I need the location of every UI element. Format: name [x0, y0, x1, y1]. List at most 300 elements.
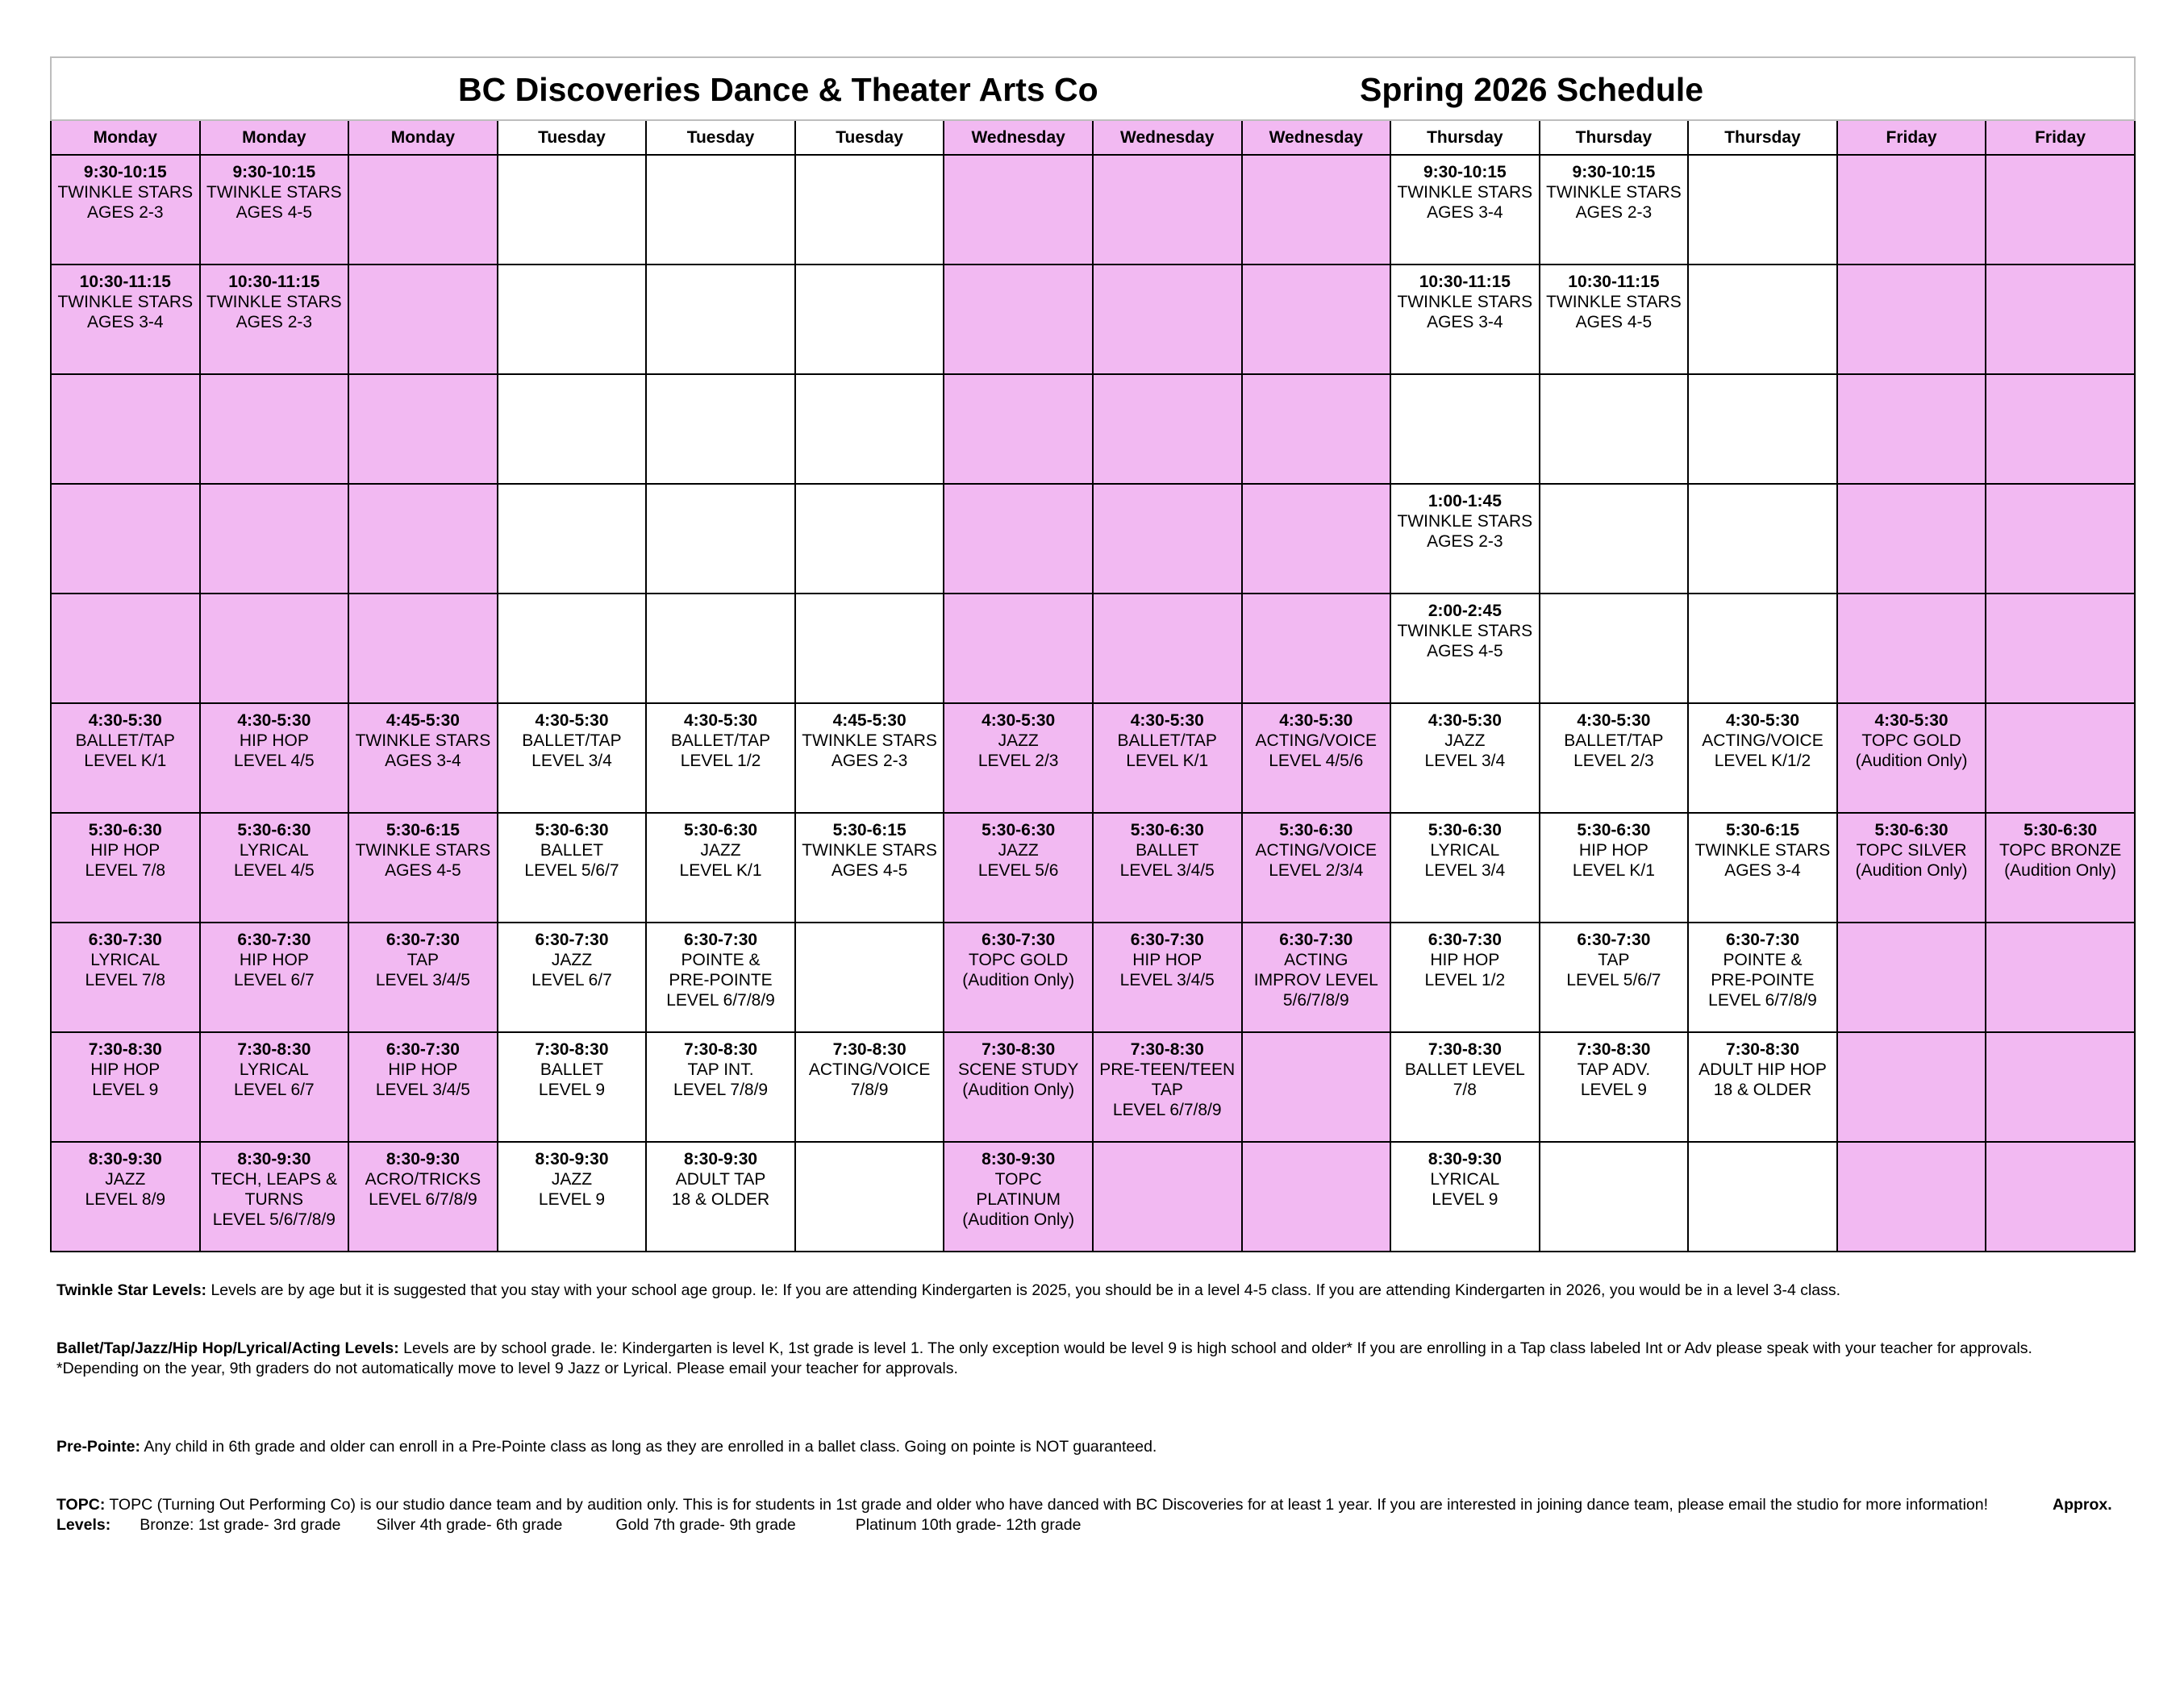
day-header: Friday: [1986, 120, 2135, 155]
day-header: Monday: [200, 120, 349, 155]
class-time: 8:30-9:30: [386, 1150, 460, 1168]
class-cell: [1390, 923, 1540, 1032]
note-levels: [56, 1339, 2129, 1379]
class-cell: [1688, 813, 1837, 923]
class-info: LEVEL 3/4/5: [375, 971, 470, 989]
class-cell: [1540, 813, 1689, 923]
empty-cell: [1093, 1142, 1242, 1252]
class-info: TWINKLE STARS: [355, 841, 491, 860]
class-info: LEVEL 1/2: [680, 752, 761, 770]
class-info: LEVEL 6/7: [234, 971, 315, 989]
time-slot-row: [51, 813, 2135, 923]
class-info: AGES 3-4: [1724, 861, 1801, 880]
class-info: LEVEL 7/8/9: [673, 1081, 769, 1099]
class-info: HIP HOP: [90, 1060, 160, 1079]
time-slot-row: [51, 1032, 2135, 1142]
class-info: (Audition Only): [1855, 861, 1968, 880]
class-info: AGES 4-5: [831, 861, 908, 880]
class-cell: [1242, 813, 1391, 923]
class-time: 5:30-6:15: [1725, 821, 1799, 839]
class-time: 6:30-7:30: [386, 1040, 460, 1059]
class-time: 4:30-5:30: [1428, 711, 1502, 730]
class-time: 8:30-9:30: [1428, 1150, 1502, 1168]
class-time: 4:30-5:30: [237, 711, 311, 730]
schedule-sheet: [50, 56, 2134, 1252]
class-info: AGES 3-4: [87, 313, 164, 331]
class-info: LEVEL 4/5: [234, 861, 315, 880]
class-cell: [646, 703, 795, 813]
class-info: LEVEL 3/4/5: [375, 1081, 470, 1099]
class-info: BALLET/TAP: [1117, 731, 1217, 750]
class-info: LYRICAL: [1430, 841, 1500, 860]
time-slot-row: [51, 374, 2135, 484]
class-info: LEVEL 3/4: [1424, 752, 1506, 770]
class-info: 18 & OLDER: [671, 1190, 770, 1209]
class-info: LEVEL 6/7: [531, 971, 612, 989]
class-cell: [498, 1142, 647, 1252]
class-info: LEVEL 5/6/7: [1566, 971, 1661, 989]
empty-cell: [795, 374, 944, 484]
time-slot-row: [51, 265, 2135, 374]
empty-cell: [1540, 594, 1689, 703]
class-info: LEVEL 9: [92, 1081, 159, 1099]
empty-cell: [200, 374, 349, 484]
class-cell: [1390, 265, 1540, 374]
empty-cell: [944, 374, 1093, 484]
day-header: Monday: [51, 120, 200, 155]
empty-cell: [348, 265, 498, 374]
class-info: HIP HOP: [239, 951, 309, 969]
class-cell: [1688, 1032, 1837, 1142]
class-time: 5:30-6:30: [237, 821, 311, 839]
class-time: 9:30-10:15: [83, 163, 167, 181]
day-header-row: [51, 120, 2135, 155]
class-info: AGES 2-3: [87, 203, 164, 222]
empty-cell: [646, 155, 795, 265]
class-time: 5:30-6:30: [684, 821, 758, 839]
class-info: AGES 3-4: [1427, 313, 1503, 331]
class-time: 4:30-5:30: [1130, 711, 1204, 730]
empty-cell: [1242, 1032, 1391, 1142]
class-time: 6:30-7:30: [1577, 931, 1651, 949]
class-info: LEVEL 3/4/5: [1119, 861, 1215, 880]
empty-cell: [1986, 155, 2135, 265]
class-cell: [1390, 155, 1540, 265]
class-info: SCENE STUDY: [957, 1060, 1079, 1079]
class-info: AGES 4-5: [385, 861, 461, 880]
day-header: Wednesday: [944, 120, 1093, 155]
class-info: BALLET: [540, 1060, 604, 1079]
empty-cell: [200, 484, 349, 594]
class-info: LEVEL 4/5/6: [1269, 752, 1364, 770]
class-cell: [1390, 1032, 1540, 1142]
empty-cell: [1837, 265, 1986, 374]
class-cell: [51, 1032, 200, 1142]
empty-cell: [795, 265, 944, 374]
class-info: 18 & OLDER: [1713, 1081, 1812, 1099]
class-info: LEVEL 3/4: [531, 752, 612, 770]
class-info: LYRICAL: [90, 951, 160, 969]
class-time: 7:30-8:30: [832, 1040, 907, 1059]
class-info: TOPC GOLD: [1861, 731, 1961, 750]
class-info: LEVEL 2/3: [1573, 752, 1654, 770]
class-time: 1:00-1:45: [1428, 492, 1502, 510]
class-info: TAP: [1598, 951, 1630, 969]
class-info: JAZZ: [105, 1170, 146, 1189]
class-cell: [498, 813, 647, 923]
class-time: 5:30-6:30: [1874, 821, 1949, 839]
class-info: ACTING/VOICE: [1255, 731, 1378, 750]
class-cell: [498, 1032, 647, 1142]
class-time: 5:30-6:15: [386, 821, 460, 839]
class-info: HIP HOP: [1132, 951, 1202, 969]
class-cell: [944, 813, 1093, 923]
empty-cell: [1242, 155, 1391, 265]
class-info: AGES 2-3: [1427, 532, 1503, 551]
season-title: Spring 2026 Schedule: [1360, 71, 1704, 108]
class-cell: [1540, 703, 1689, 813]
class-time: 8:30-9:30: [684, 1150, 758, 1168]
day-header: Thursday: [1390, 120, 1540, 155]
class-time: 10:30-11:15: [1568, 273, 1660, 291]
class-info: LEVEL 5/6: [977, 861, 1059, 880]
class-info: AGES 4-5: [1575, 313, 1653, 331]
class-cell: [348, 813, 498, 923]
empty-cell: [944, 265, 1093, 374]
class-time: 5:30-6:30: [1279, 821, 1353, 839]
empty-cell: [1093, 484, 1242, 594]
class-info: AGES 4-5: [1427, 642, 1503, 660]
empty-cell: [1093, 155, 1242, 265]
class-info: AGES 3-4: [1427, 203, 1503, 222]
class-info: BALLET/TAP: [670, 731, 771, 750]
empty-cell: [646, 484, 795, 594]
class-time: 6:30-7:30: [386, 931, 460, 949]
class-info: (Audition Only): [962, 1210, 1075, 1229]
class-info: AGES 2-3: [1575, 203, 1653, 222]
class-info: LEVEL K/1: [1572, 861, 1655, 880]
class-info: TWINKLE STARS: [57, 183, 194, 202]
class-time: 4:30-5:30: [982, 711, 1056, 730]
class-info: HIP HOP: [1430, 951, 1500, 969]
day-header: Wednesday: [1093, 120, 1242, 155]
empty-cell: [1986, 923, 2135, 1032]
empty-cell: [1688, 155, 1837, 265]
empty-cell: [1242, 374, 1391, 484]
class-time: 5:30-6:30: [2024, 821, 2098, 839]
class-info: ACRO/TRICKS: [365, 1170, 481, 1189]
class-time: 2:00-2:45: [1428, 602, 1502, 620]
class-info: JAZZ: [998, 841, 1039, 860]
empty-cell: [646, 594, 795, 703]
class-time: 7:30-8:30: [88, 1040, 162, 1059]
class-info: (Audition Only): [962, 1081, 1075, 1099]
class-info: LEVEL 9: [538, 1081, 606, 1099]
class-time: 6:30-7:30: [982, 931, 1056, 949]
class-info: PLATINUM: [976, 1190, 1061, 1209]
empty-cell: [1986, 484, 2135, 594]
empty-cell: [795, 594, 944, 703]
class-time: 7:30-8:30: [535, 1040, 609, 1059]
empty-cell: [1986, 374, 2135, 484]
class-cell: [1242, 703, 1391, 813]
class-info: ADULT HIP HOP: [1698, 1060, 1827, 1079]
empty-cell: [1242, 265, 1391, 374]
class-cell: [200, 703, 349, 813]
class-info: LEVEL 3/4/5: [1119, 971, 1215, 989]
class-info: BALLET/TAP: [75, 731, 175, 750]
empty-cell: [498, 594, 647, 703]
empty-cell: [1093, 374, 1242, 484]
class-cell: [1390, 703, 1540, 813]
empty-cell: [795, 484, 944, 594]
note-twinkle-label: Twinkle Star Levels:: [56, 1281, 207, 1299]
class-info: HIP HOP: [1578, 841, 1648, 860]
class-info: TOPC: [994, 1170, 1042, 1189]
class-cell: [1688, 703, 1837, 813]
studio-title: BC Discoveries Dance & Theater Arts Co: [458, 71, 1098, 108]
class-time: 5:30-6:30: [535, 821, 609, 839]
class-cell: [1688, 923, 1837, 1032]
class-info: HIP HOP: [239, 731, 309, 750]
class-info: LEVEL 2/3/4: [1269, 861, 1364, 880]
empty-cell: [1688, 265, 1837, 374]
class-cell: [795, 703, 944, 813]
class-cell: [348, 923, 498, 1032]
class-info: BALLET: [1136, 841, 1199, 860]
class-time: 4:30-5:30: [1279, 711, 1353, 730]
empty-cell: [1837, 155, 1986, 265]
class-info: IMPROV LEVEL: [1253, 971, 1378, 989]
day-header: Monday: [348, 120, 498, 155]
empty-cell: [1986, 1032, 2135, 1142]
class-time: 4:30-5:30: [684, 711, 758, 730]
class-cell: [646, 813, 795, 923]
class-info: POINTE &: [681, 951, 761, 969]
time-slot-row: [51, 703, 2135, 813]
day-header: Friday: [1837, 120, 1986, 155]
day-header: Thursday: [1540, 120, 1689, 155]
class-info: LEVEL 8/9: [85, 1190, 166, 1209]
day-header: Tuesday: [498, 120, 647, 155]
class-cell: [498, 923, 647, 1032]
class-info: (Audition Only): [1855, 752, 1968, 770]
class-info: PRE-POINTE: [669, 971, 773, 989]
empty-cell: [795, 1142, 944, 1252]
class-info: TOPC BRONZE: [1999, 841, 2122, 860]
class-info: TWINKLE STARS: [206, 293, 342, 311]
class-time: 8:30-9:30: [982, 1150, 1056, 1168]
empty-cell: [1688, 1142, 1837, 1252]
class-cell: [51, 703, 200, 813]
class-info: LYRICAL: [1430, 1170, 1500, 1189]
note-prepointe-text: Any child in 6th grade and older can enroll in a Pre-Pointe class as long as they are enrolled in a ballet class. Going on pointe is NOT guaranteed.: [140, 1438, 1157, 1456]
class-info: ACTING/VOICE: [1702, 731, 1823, 750]
empty-cell: [795, 923, 944, 1032]
class-info: 7/8/9: [850, 1081, 889, 1099]
class-cell: [1837, 703, 1986, 813]
empty-cell: [646, 265, 795, 374]
class-cell: [348, 1032, 498, 1142]
class-info: PRE-TEEN/TEEN: [1099, 1060, 1236, 1079]
class-cell: [646, 1032, 795, 1142]
class-cell: [51, 923, 200, 1032]
note-levels-footnote: *Depending on the year, 9th graders do not automatically move to level 9 Jazz or Lyrical. Please email your teacher for approvals.: [56, 1360, 958, 1377]
class-info: LEVEL 6/7/8/9: [1112, 1101, 1222, 1119]
class-time: 9:30-10:15: [232, 163, 316, 181]
empty-cell: [1986, 1142, 2135, 1252]
title-row: [51, 57, 2135, 120]
class-time: 4:45-5:30: [386, 711, 460, 730]
class-cell: [348, 1142, 498, 1252]
empty-cell: [498, 265, 647, 374]
class-time: 10:30-11:15: [1419, 273, 1511, 291]
class-info: ACTING/VOICE: [1255, 841, 1378, 860]
class-info: LEVEL 5/6/7/8/9: [212, 1210, 336, 1229]
empty-cell: [944, 594, 1093, 703]
note-twinkle: [56, 1281, 2129, 1301]
class-cell: [51, 265, 200, 374]
class-info: TAP: [1151, 1081, 1183, 1099]
class-cell: [200, 923, 349, 1032]
class-cell: [1390, 813, 1540, 923]
empty-cell: [646, 374, 795, 484]
class-info: TWINKLE STARS: [57, 293, 194, 311]
note-topc-label: TOPC:: [56, 1496, 106, 1514]
class-info: TECH, LEAPS &: [210, 1170, 338, 1189]
class-cell: [348, 703, 498, 813]
empty-cell: [1093, 265, 1242, 374]
note-topc-gold: Gold 7th grade- 9th grade: [615, 1516, 796, 1534]
class-cell: [944, 1142, 1093, 1252]
class-time: 10:30-11:15: [79, 273, 171, 291]
class-info: LYRICAL: [239, 841, 309, 860]
class-time: 8:30-9:30: [535, 1150, 609, 1168]
time-slot-row: [51, 594, 2135, 703]
class-info: TAP INT.: [687, 1060, 754, 1079]
class-time: 5:30-6:30: [1130, 821, 1204, 839]
class-info: HIP HOP: [388, 1060, 458, 1079]
class-cell: [200, 813, 349, 923]
empty-cell: [348, 374, 498, 484]
class-info: BALLET LEVEL: [1404, 1060, 1525, 1079]
class-info: TURNS: [244, 1190, 304, 1209]
time-slot-row: [51, 923, 2135, 1032]
class-info: LEVEL 6/7: [234, 1081, 315, 1099]
empty-cell: [498, 155, 647, 265]
class-cell: [1093, 703, 1242, 813]
class-info: BALLET/TAP: [1564, 731, 1664, 750]
class-info: TWINKLE STARS: [1546, 183, 1682, 202]
empty-cell: [1242, 484, 1391, 594]
class-info: HIP HOP: [90, 841, 160, 860]
class-info: LEVEL 9: [1432, 1190, 1498, 1209]
class-time: 4:30-5:30: [88, 711, 162, 730]
class-cell: [1093, 923, 1242, 1032]
empty-cell: [1837, 484, 1986, 594]
class-cell: [1540, 1032, 1689, 1142]
empty-cell: [1837, 594, 1986, 703]
empty-cell: [348, 594, 498, 703]
class-info: LEVEL 4/5: [234, 752, 315, 770]
class-cell: [944, 923, 1093, 1032]
class-time: 5:30-6:15: [832, 821, 907, 839]
class-info: LEVEL K/1/2: [1714, 752, 1811, 770]
empty-cell: [1986, 703, 2135, 813]
class-cell: [1540, 923, 1689, 1032]
class-cell: [944, 1032, 1093, 1142]
time-slot-row: [51, 1142, 2135, 1252]
empty-cell: [1837, 1142, 1986, 1252]
empty-cell: [1688, 594, 1837, 703]
class-info: ACTING: [1284, 951, 1348, 969]
class-time: 5:30-6:30: [982, 821, 1056, 839]
empty-cell: [348, 155, 498, 265]
empty-cell: [1540, 374, 1689, 484]
class-info: TAP: [406, 951, 440, 969]
empty-cell: [1540, 484, 1689, 594]
class-cell: [200, 1032, 349, 1142]
empty-cell: [51, 484, 200, 594]
class-info: 5/6/7/8/9: [1282, 991, 1349, 1010]
title-cell: [51, 57, 2135, 120]
class-time: 6:30-7:30: [684, 931, 758, 949]
class-time: 7:30-8:30: [1428, 1040, 1502, 1059]
class-time: 6:30-7:30: [237, 931, 311, 949]
class-cell: [1540, 265, 1689, 374]
note-topc-silver: Silver 4th grade- 6th grade: [376, 1516, 563, 1534]
class-info: AGES 3-4: [385, 752, 461, 770]
empty-cell: [1688, 374, 1837, 484]
class-info: JAZZ: [1444, 731, 1486, 750]
class-info: BALLET: [540, 841, 604, 860]
empty-cell: [1242, 1142, 1391, 1252]
class-cell: [200, 1142, 349, 1252]
empty-cell: [348, 484, 498, 594]
class-time: 4:30-5:30: [1874, 711, 1949, 730]
class-time: 6:30-7:30: [1428, 931, 1502, 949]
empty-cell: [1837, 923, 1986, 1032]
empty-cell: [1837, 374, 1986, 484]
class-info: TWINKLE STARS: [1397, 622, 1533, 640]
empty-cell: [1242, 594, 1391, 703]
class-info: LEVEL 6/7/8/9: [1708, 991, 1817, 1010]
class-cell: [795, 1032, 944, 1142]
class-time: 8:30-9:30: [237, 1150, 311, 1168]
class-info: LEVEL 6/7/8/9: [666, 991, 775, 1010]
class-time: 6:30-7:30: [1130, 931, 1204, 949]
empty-cell: [51, 594, 200, 703]
class-info: AGES 2-3: [831, 752, 908, 770]
note-levels-text: Levels are by school grade. Ie: Kindergarten is level K, 1st grade is level 1. The only exception would be level 9 is high school and older* If you are enrolling in a Tap class labeled Int or Adv please speak with your teacher for approvals.: [398, 1339, 2032, 1357]
class-time: 7:30-8:30: [1577, 1040, 1651, 1059]
class-info: TWINKLE STARS: [802, 731, 937, 750]
class-info: LEVEL 2/3: [977, 752, 1059, 770]
class-cell: [646, 923, 795, 1032]
class-time: 7:30-8:30: [237, 1040, 311, 1059]
class-info: LEVEL K/1: [1126, 752, 1209, 770]
class-cell: [1093, 1032, 1242, 1142]
class-info: LEVEL 7/8: [85, 971, 166, 989]
empty-cell: [1986, 265, 2135, 374]
class-cell: [1390, 1142, 1540, 1252]
class-info: JAZZ: [551, 1170, 593, 1189]
class-cell: [51, 813, 200, 923]
class-info: TWINKLE STARS: [1397, 293, 1533, 311]
empty-cell: [1093, 594, 1242, 703]
class-info: LEVEL 9: [538, 1190, 606, 1209]
empty-cell: [944, 484, 1093, 594]
